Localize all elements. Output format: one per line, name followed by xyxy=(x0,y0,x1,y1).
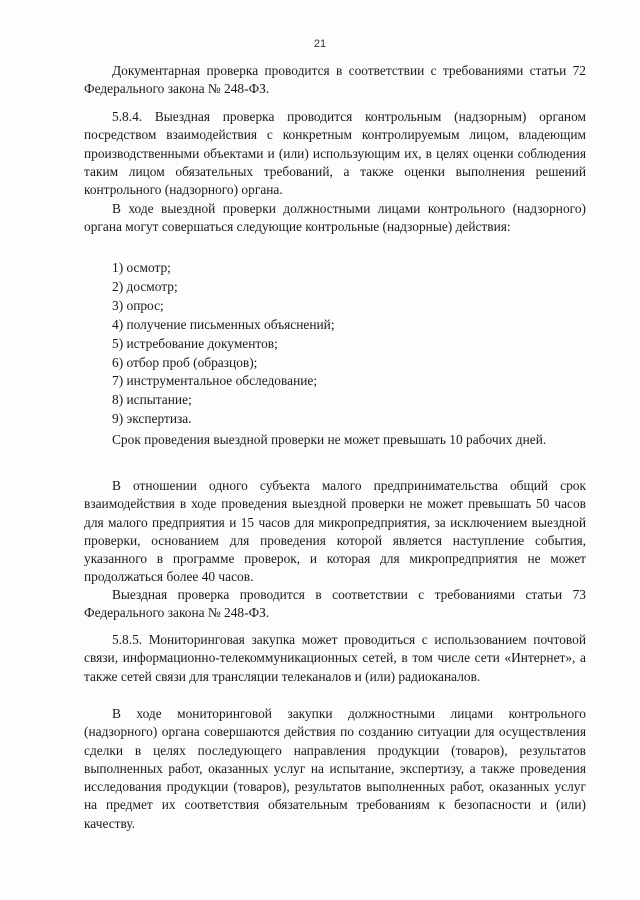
list-item: 6) отбор проб (образцов); xyxy=(112,354,258,370)
list-item: 1) осмотр; xyxy=(112,260,171,275)
control-actions-list xyxy=(112,259,335,429)
list-item: 3) опрос; xyxy=(112,297,164,313)
paragraph-monitoring-purchase-actions: В ходе мониторинговой закупки должностными лицами контрольного (надзорного) органа совершаются действия по созданию ситуации для осуществления сделки в целях последующего направления продукции (товаров), результатов выполненных работ, оказанных услуг на испытание, экспертизу, а также проведения исследования продукции (товаров), результатов выполненных работ, оказанных услуг на предмет их соответствия обязательным требованиям к безопасности и (или) качеству. xyxy=(84,706,586,831)
paragraph-field-inspection-article-73: Выездная проверка проводится в соответствии с требованиями статьи 73 Федерального закона № 248-ФЗ. xyxy=(84,587,586,621)
list-item: 4) получение письменных объяснений; xyxy=(112,316,335,332)
list-item: 2) досмотр; xyxy=(112,278,178,294)
list-item: 9) экспертиза. xyxy=(112,411,192,427)
page-number: 21 xyxy=(313,38,327,50)
paragraph-documentary-inspection: Документарная проверка проводится в соответствии с требованиями статьи 72 Федерального закона № 248-ФЗ. xyxy=(84,63,586,97)
list-item: 5) истребование документов; xyxy=(112,335,278,351)
paragraph-small-business-limit: В отношении одного субъекта малого предпринимательства общий срок взаимодействия в ходе проведения выездной проверки не может превышать 50 часов для малого предприятия и 15 часов для микропредприятия, за исключением выездной проверки, основанием для проведения которой является наступление события, указанного в программе проверок, и которая для микропредприятия не может продолжаться более 40 часов. xyxy=(84,478,586,585)
list-item: 7) инструментальное обследование; xyxy=(112,373,318,389)
paragraph-5-8-4-field-inspection: 5.8.4. Выездная проверка проводится контрольным (надзорным) органом посредством взаимодействия с конкретным контролируемым лицом, владеющим производственными объектами и (или) использующим их, в целях оценки соблюдения таким лицом обязательных требований, а также оценки выполнения решений контрольного (надзорного) органа. xyxy=(84,109,586,198)
paragraph-field-inspection-actions-intro: В ходе выездной проверки должностными лицами контрольного (надзорного) органа могут совершаться следующие контрольные (надзорные) действия: xyxy=(84,201,586,235)
paragraph-5-8-5-monitoring-purchase: 5.8.5. Мониторинговая закупка может проводиться с использованием почтовой связи, информационно-телекоммуникационных сетей, в том числе сети «Интернет», а также сетей связи для трансляции телеканалов и (или) радиоканалов. xyxy=(84,632,586,684)
paragraph-inspection-duration: Срок проведения выездной проверки не может превышать 10 рабочих дней. xyxy=(112,432,547,447)
list-item: 8) испытание; xyxy=(112,392,192,408)
